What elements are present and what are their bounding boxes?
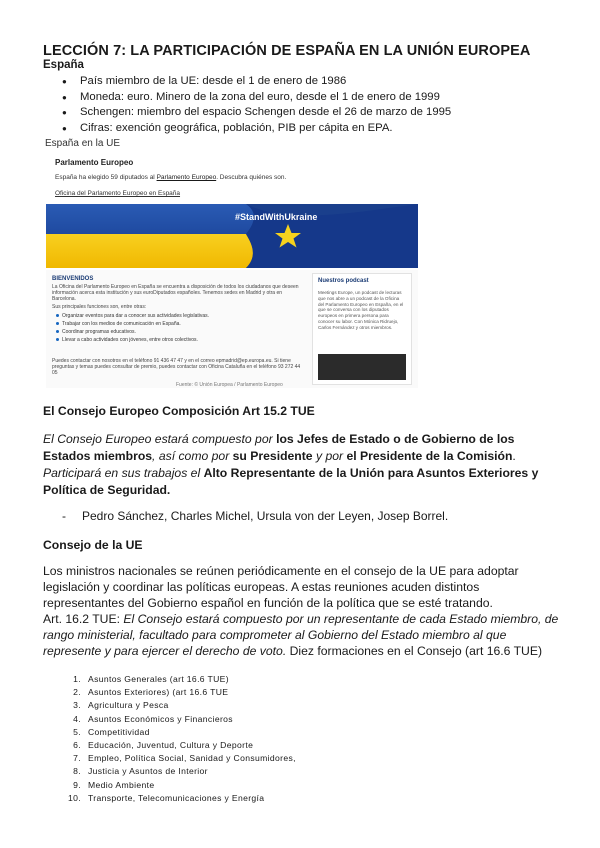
embed-line-post: . Descubra quiénes son. [216, 174, 287, 181]
formations-list [62, 673, 296, 805]
parliament-link[interactable]: Parlamento Europeo [156, 174, 217, 181]
item-label: Empleo, Política Social, Sanidad y Consumidores, [88, 753, 296, 764]
list-item: Coordinar programas educativos. [56, 328, 209, 336]
list-item [62, 686, 296, 699]
consejo-ue-p2-pre: Art. 16.2 TUE: [43, 612, 124, 626]
list-item [62, 765, 296, 778]
banner-hashtag: #StandWithUkraine [235, 212, 318, 222]
item-label: Educación, Juventud, Cultura y Deporte [88, 740, 254, 751]
list-item [62, 752, 296, 765]
embed-line [55, 174, 286, 181]
consejo-ue-p2-quote: El Consejo estará compuesto por un representante de cada Estado miembro, de rango ministerial, facultado para comprometer al Gobierno del Estado miembro al que represente y para ejercer el derecho de voto. [43, 612, 559, 658]
item-number: 9. [73, 779, 81, 790]
web-functions: Sus principales funciones son, entre otras: [52, 304, 147, 310]
podcast-heading: Nuestros podcast [318, 278, 369, 284]
item-number: 4. [73, 713, 81, 724]
ce-bold-3: el Presidente de la Comisión [346, 449, 513, 463]
web-intro: La Oficina del Parlamento Europeo en España se encuentra a disposición de todos los ciudadanos que deseen información acerca esta institución y sus euroDiputados españoles. Tenemos sedes en Madrid y otra en Barcelona. [52, 284, 299, 302]
ce-text-2: , así como por [152, 449, 233, 463]
item-number: 3. [73, 700, 81, 711]
ce-bold-1: los Jefes de Estado o de Gobierno de los Estados miembros [43, 432, 515, 463]
item-number: 2. [73, 687, 81, 698]
list-item [62, 713, 296, 726]
web-content [46, 270, 418, 388]
section-subtitle: España [43, 59, 84, 71]
consejo-ue-paragraph [43, 563, 563, 659]
item-label: Agricultura y Pesca [88, 700, 169, 711]
consejo-ue-p1: Los ministros nacionales se reúnen periódicamente en el consejo de la UE para adoptar legislación y coordinar las políticas europeas. A estas reuniones acuden distintos representantes del Gobierno español en función de la política que se esté tratando. [43, 564, 519, 610]
members-names: Pedro Sánchez, Charles Michel, Ursula von der Leyen, Josep Borrel. [82, 509, 449, 523]
list-item: ● País miembro de la UE: desde el 1 de enero de 1986 [62, 74, 451, 90]
podcast-thumbnail [318, 354, 406, 380]
facts-list [62, 74, 451, 136]
list-item [62, 792, 296, 805]
list-item: Trabajar con los medios de comunicación en España. [56, 320, 209, 328]
item-label: Competitividad [88, 726, 150, 737]
item-label: Medio Ambiente [88, 779, 155, 790]
ce-bold-5: Alto Representante de la Unión para Asuntos Exteriores y Política de Seguridad. [43, 466, 539, 497]
list-item: ● Moneda: euro. Minero de la zona del euro, desde el 1 de enero de 1999 [62, 90, 451, 106]
embed-caption: España en la UE [45, 138, 121, 149]
ce-text-5: Participará en sus trabajos el [43, 466, 204, 480]
web-heading: BIENVENIDOS [52, 276, 94, 282]
ce-text-3: y por [312, 449, 347, 463]
web-contact: Puedes contactar con nosotros en el teléfono 91 436 47 47 y en el correo epmadrid@ep.europa.eu. Si tiene preguntas y temas puedes consultar de premio, puedes contactar con Oficina Cataluña en el teléfono 93 272 44 05 [52, 358, 301, 376]
ce-bold-2: su Presidente [232, 449, 313, 463]
consejo-europeo-paragraph [43, 431, 543, 499]
item-label: Asuntos Exteriores) (art 16.6 TUE [88, 687, 229, 698]
item-label: Justicia y Asuntos de Interior [88, 766, 208, 777]
item-number: 6. [73, 740, 81, 751]
item-number: 10. [68, 792, 81, 803]
podcast-panel [312, 273, 412, 385]
consejo-ue-p2-post: Diez formaciones en el Consejo (art 16.6 TUE) [286, 644, 543, 658]
list-item: ● Schengen: miembro del espacio Schengen desde el 26 de marzo de 1995 [62, 105, 451, 121]
item-number: 8. [73, 766, 81, 777]
ukraine-flag-image [46, 204, 418, 268]
item-number: 5. [73, 726, 81, 737]
members-line [62, 509, 448, 523]
item-number: 1. [73, 674, 81, 684]
list-item [62, 739, 296, 752]
list-item [62, 699, 296, 712]
dash: - [62, 509, 66, 523]
embedded-screenshot [43, 138, 418, 392]
item-label: Asuntos Económicos y Financieros [88, 713, 233, 724]
item-number: 7. [73, 753, 81, 764]
item-label: Transporte, Telecomunicaciones y Energía [88, 792, 265, 803]
office-link[interactable]: Oficina del Parlamento Europeo en España [55, 190, 181, 197]
ukraine-banner [46, 204, 418, 268]
list-item: Llevar a cabo actividades con jóvenes, entre otros colectivos. [56, 336, 209, 344]
list-item [62, 673, 296, 686]
embed-section-title: Parlamento Europeo [55, 158, 134, 167]
list-item: ● Cifras: exención geográfica, población, PIB per cápita en EPA. [62, 121, 451, 137]
list-item: Organizar eventos para dar a conocer sus actividades legislativas. [56, 312, 209, 320]
ce-text-1: El Consejo Europeo estará compuesto por [43, 432, 277, 446]
list-item [62, 779, 296, 792]
podcast-text: Meetings Europe, un podcast de lecturas que nos abre a un podcast de la Oficina del Parlamento Europeo en España, en el que se conversa con los diputados europeos en primera persona para conocer su labor. Con Mónica Ridruejo, Carlos Fernández y otros miembros. [318, 290, 404, 330]
list-item [62, 726, 296, 739]
web-functions-list [56, 312, 209, 344]
image-credit: Fuente: © Unión Europea / Parlamento Europeo [176, 382, 283, 388]
consejo-europeo-heading: El Consejo Europeo Composición Art 15.2 TUE [43, 404, 315, 418]
item-label: Asuntos Generales (art 16.6 TUE) [88, 674, 229, 684]
ce-text-4: . [512, 449, 516, 463]
page-title: LECCIÓN 7: LA PARTICIPACIÓN DE ESPAÑA EN LA UNIÓN EUROPEA [43, 43, 531, 59]
consejo-ue-heading: Consejo de la UE [43, 538, 143, 552]
embed-line-pre: España ha elegido 59 diputados al [55, 174, 155, 181]
